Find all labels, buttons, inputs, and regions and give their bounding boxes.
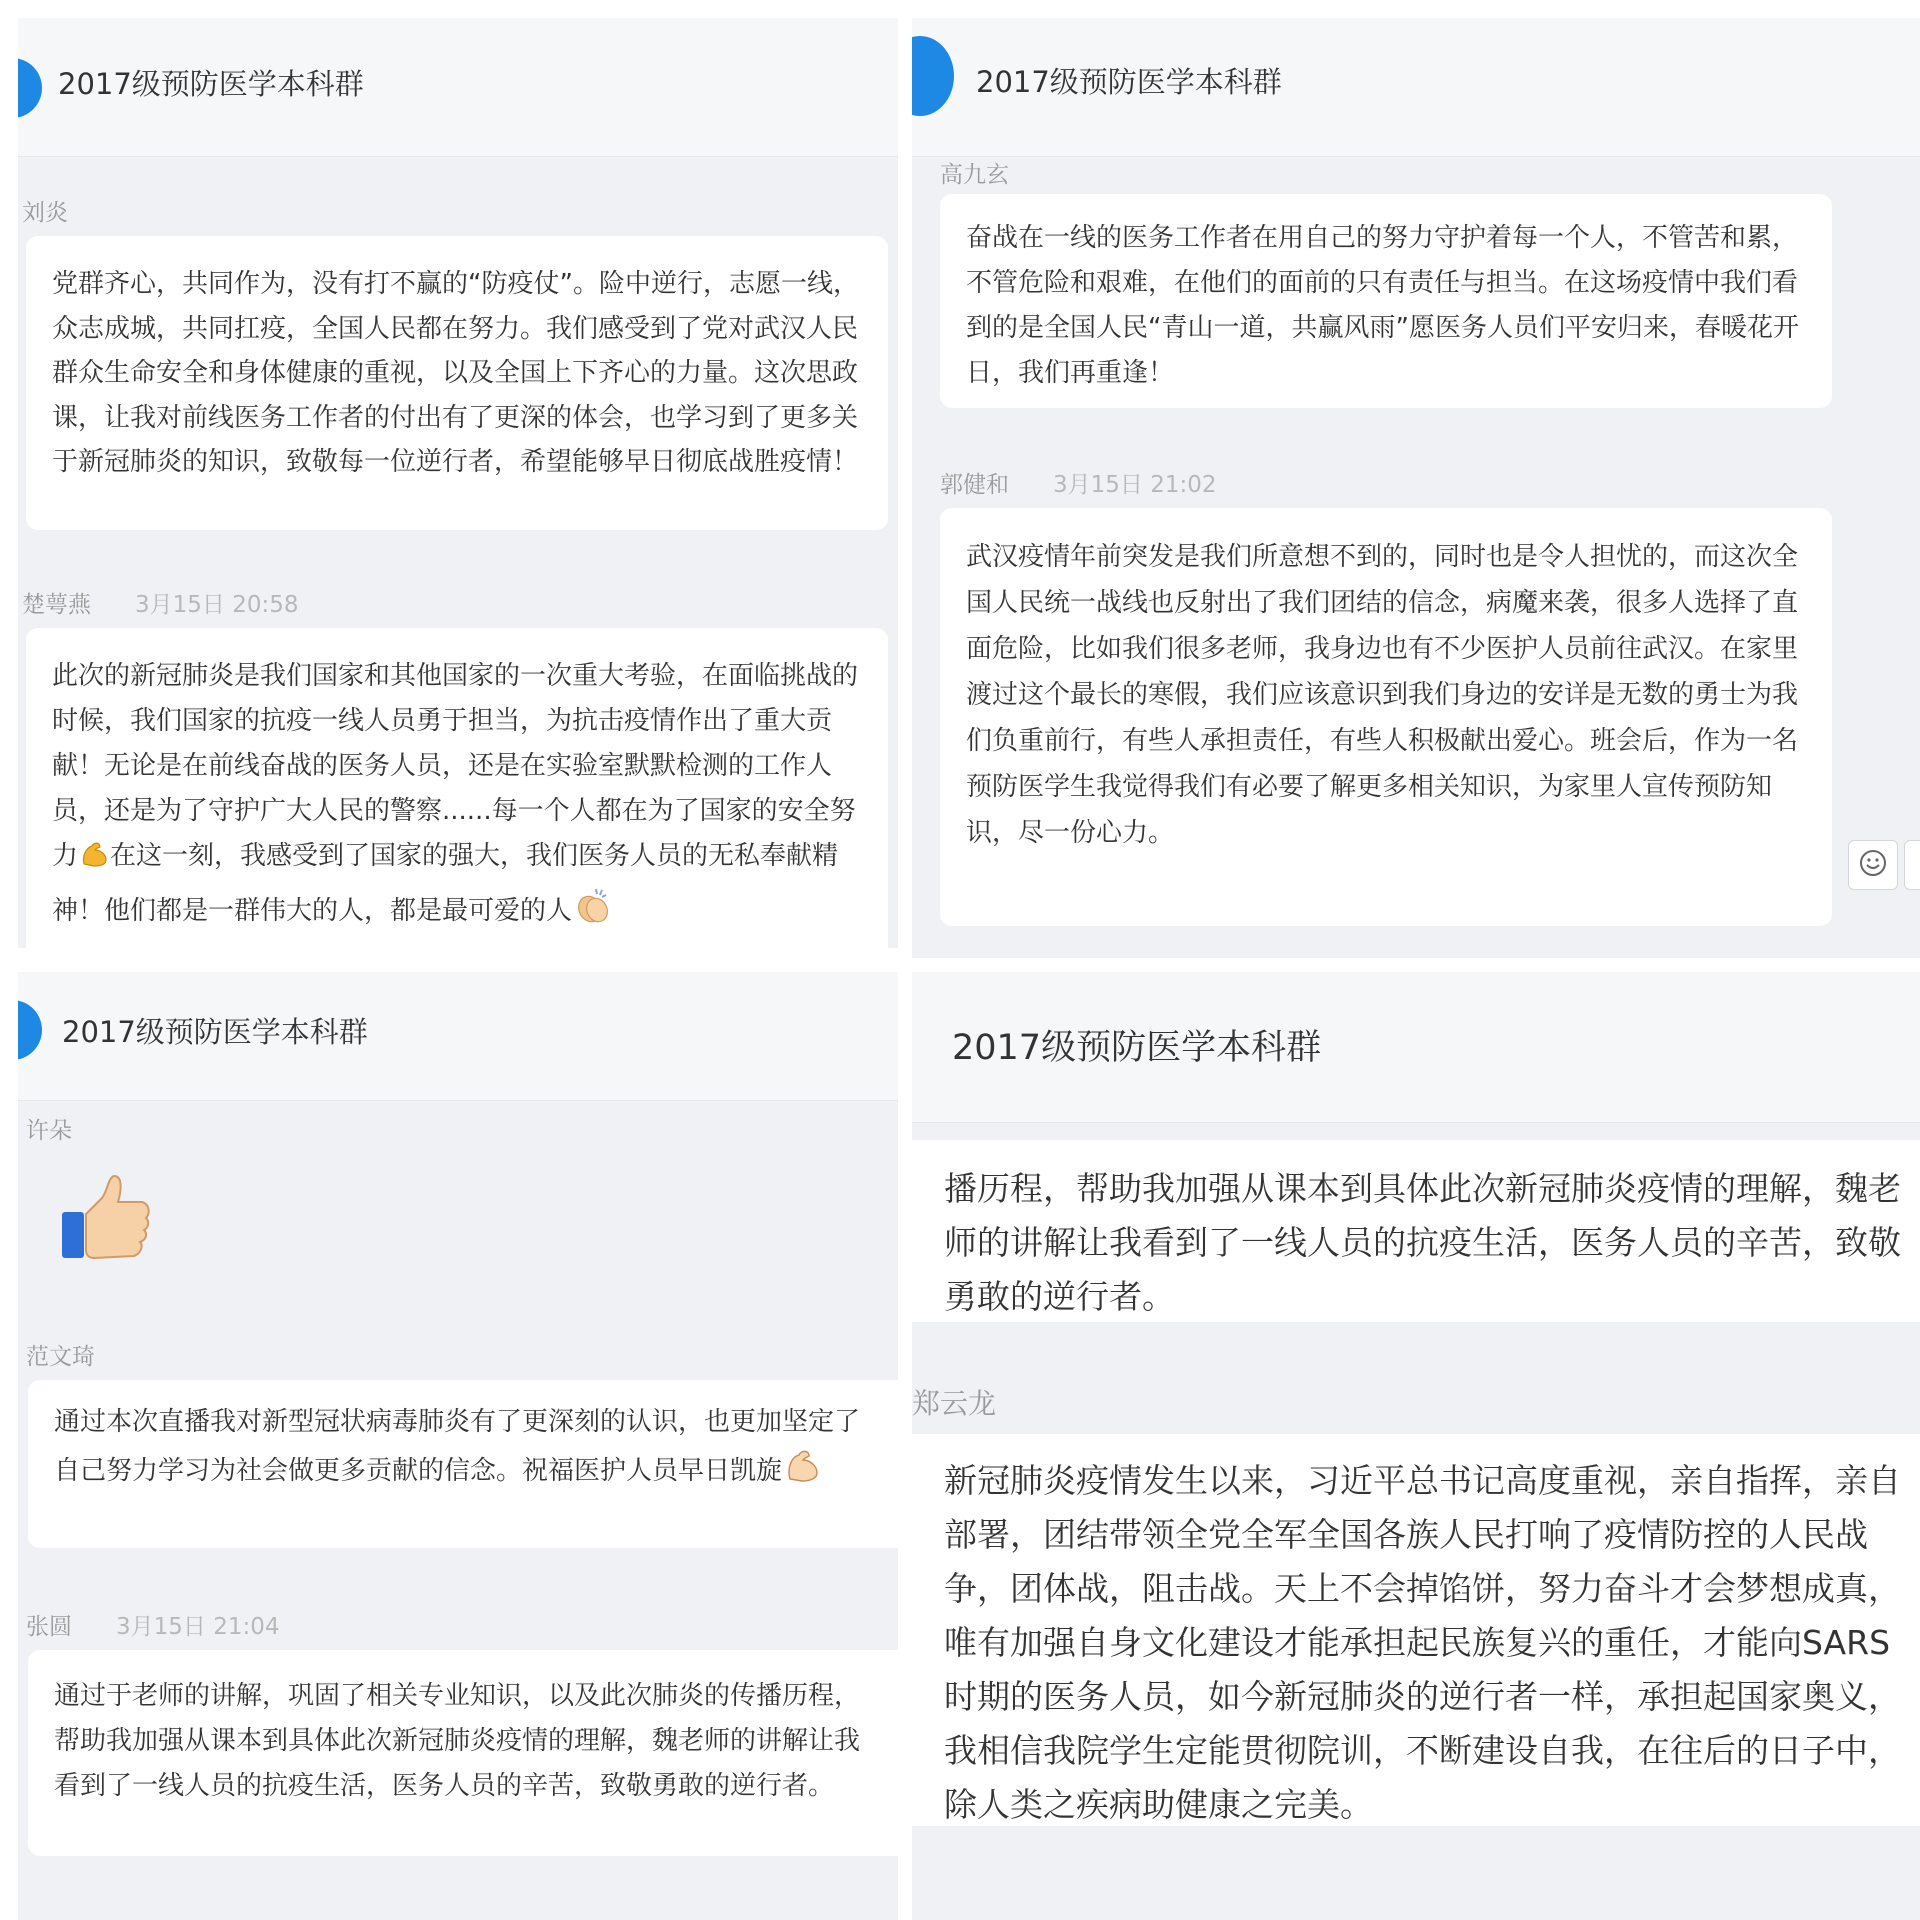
chat-header	[912, 18, 1920, 157]
flexed-biceps-emoji	[782, 1445, 822, 1500]
group-avatar-icon[interactable]	[912, 36, 954, 116]
message-bubble[interactable]	[912, 1140, 1920, 1322]
chat-header	[18, 972, 898, 1101]
message-bubble[interactable]	[26, 236, 888, 530]
group-title: 2017级预防医学本科群	[976, 65, 1282, 99]
chat-panel-bottom-left	[18, 972, 898, 1920]
group-title: 2017级预防医学本科群	[952, 1028, 1322, 1068]
sender-name: 刘炎	[22, 200, 68, 226]
group-title: 2017级预防医学本科群	[62, 1015, 368, 1049]
sender-name: 楚萼燕 3月15日 20:58	[22, 592, 299, 618]
sender-name: 郭健和 3月15日 21:02	[940, 472, 1217, 498]
sender-name: 许朵	[26, 1118, 72, 1144]
message-bubble[interactable]	[28, 1380, 898, 1548]
sender-name: 郑云龙	[912, 1387, 997, 1420]
message-time: 3月15日 21:02	[1053, 472, 1217, 498]
chat-panel-top-right	[912, 18, 1920, 958]
thumbs-up-emoji[interactable]	[58, 1168, 154, 1268]
message-text: 党群齐心，共同作为，没有打不赢的“防疫仗”。险中逆行，志愿一线，众志成城，共同扛疫，全国人民都在努力。我们感受到了党对武汉人民群众生命安全和身体健康的重视，以及全国上下齐心的力量。这次思政课，让我对前线医务工作者的付出有了更深的体会，也学习到了更多关于新冠肺炎的知识，致敬每一位逆行者，希望能够早日彻底战胜疫情！	[52, 269, 859, 478]
message-text: 新冠肺炎疫情发生以来，习近平总书记高度重视，亲自指挥，亲自部署，团结带领全党全军全国各族人民打响了疫情防控的人民战争，团体战，阻击战。天上不会掉馅饼，努力奋斗才会梦想成真，唯有加强自身文化建设才能承担起民族复兴的重任，才能向SARS时期的医务人员，如今新冠肺炎的逆行者一样，承担起国家奥义，我相信我院学生定能贯彻院训，不断建设自我，在往后的日子中，除人类之疾病助健康之完美。	[944, 1461, 1901, 1824]
sender-name: 张圆 3月15日 21:04	[26, 1614, 280, 1640]
message-text: 播历程，帮助我加强从课本到具体此次新冠肺炎疫情的理解，魏老师的讲解让我看到了一线人员的抗疫生活，医务人员的辛苦，致敬勇敢的逆行者。	[944, 1169, 1901, 1316]
message-bubble[interactable]	[26, 628, 888, 948]
group-avatar-icon[interactable]	[18, 1000, 42, 1060]
chat-panel-bottom-right	[912, 972, 1920, 1920]
message-time: 3月15日 21:04	[116, 1614, 280, 1640]
message-bubble[interactable]	[28, 1650, 898, 1856]
message-text: 通过本次直播我对新型冠状病毒肺炎有了更深刻的认识，也更加坚定了自己努力学习为社会做更多贡献的信念。祝福医护人员早日凯旋	[54, 1400, 882, 1500]
sender-name: 高九玄	[940, 162, 1009, 188]
message-text: 此次的新冠肺炎是我们国家和其他国家的一次重大考验，在面临挑战的时候，我们国家的抗疫一线人员勇于担当，为抗击疫情作出了重大贡献！无论是在前线奋战的医务人员，还是在实验室默默检测的工作人员，还是为了守护广大人民的警察......每一个人都在为了国家的安全努力 在这一刻，我感受到了国家的强大，我们医务人员的无私奉献精神！他们都是一群伟大的人，都是最可爱的人	[52, 654, 862, 940]
toolbar-button[interactable]	[1904, 840, 1920, 890]
group-avatar-icon[interactable]	[18, 58, 42, 118]
message-bubble[interactable]	[940, 194, 1832, 408]
emoji-button[interactable]	[1848, 840, 1898, 890]
message-bubble[interactable]	[940, 508, 1832, 926]
group-title: 2017级预防医学本科群	[58, 67, 364, 101]
message-time: 3月15日 20:58	[135, 592, 299, 618]
message-text: 通过于老师的讲解，巩固了相关专业知识，以及此次肺炎的传播历程，帮助我加强从课本到具体此次新冠肺炎疫情的理解，魏老师的讲解让我看到了一线人员的抗疫生活，医务人员的辛苦，致敬勇敢的逆行者。	[54, 1681, 861, 1801]
message-text: 武汉疫情年前突发是我们所意想不到的，同时也是令人担忧的，而这次全国人民统一战线也反射出了我们团结的信念，病魔来袭，很多人选择了直面危险，比如我们很多老师，我身边也有不少医护人员前往武汉。在家里渡过这个最长的寒假，我们应该意识到我们身边的安详是无数的勇士为我们负重前行，有些人承担责任，有些人积极献出爱心。班会后，作为一名预防医学生我觉得我们有必要了解更多相关知识，为家里人宣传预防知识，尽一份心力。	[966, 542, 1799, 848]
message-text: 奋战在一线的医务工作者在用自己的努力守护着每一个人，不管苦和累，不管危险和艰难，在他们的面前的只有责任与担当。在这场疫情中我们看到的是全国人民“青山一道，共赢风雨”愿医务人员们平安归来，春暖花开日，我们再重逢！	[966, 223, 1799, 388]
message-bubble[interactable]	[912, 1434, 1920, 1826]
chat-panel-top-left	[18, 18, 898, 948]
smiley-icon	[1858, 848, 1888, 882]
flexed-biceps-emoji	[78, 838, 110, 885]
sender-name: 范文琦	[26, 1344, 95, 1370]
clapping-hands-emoji	[572, 885, 612, 940]
chat-header	[18, 18, 898, 157]
chat-header	[912, 972, 1920, 1123]
